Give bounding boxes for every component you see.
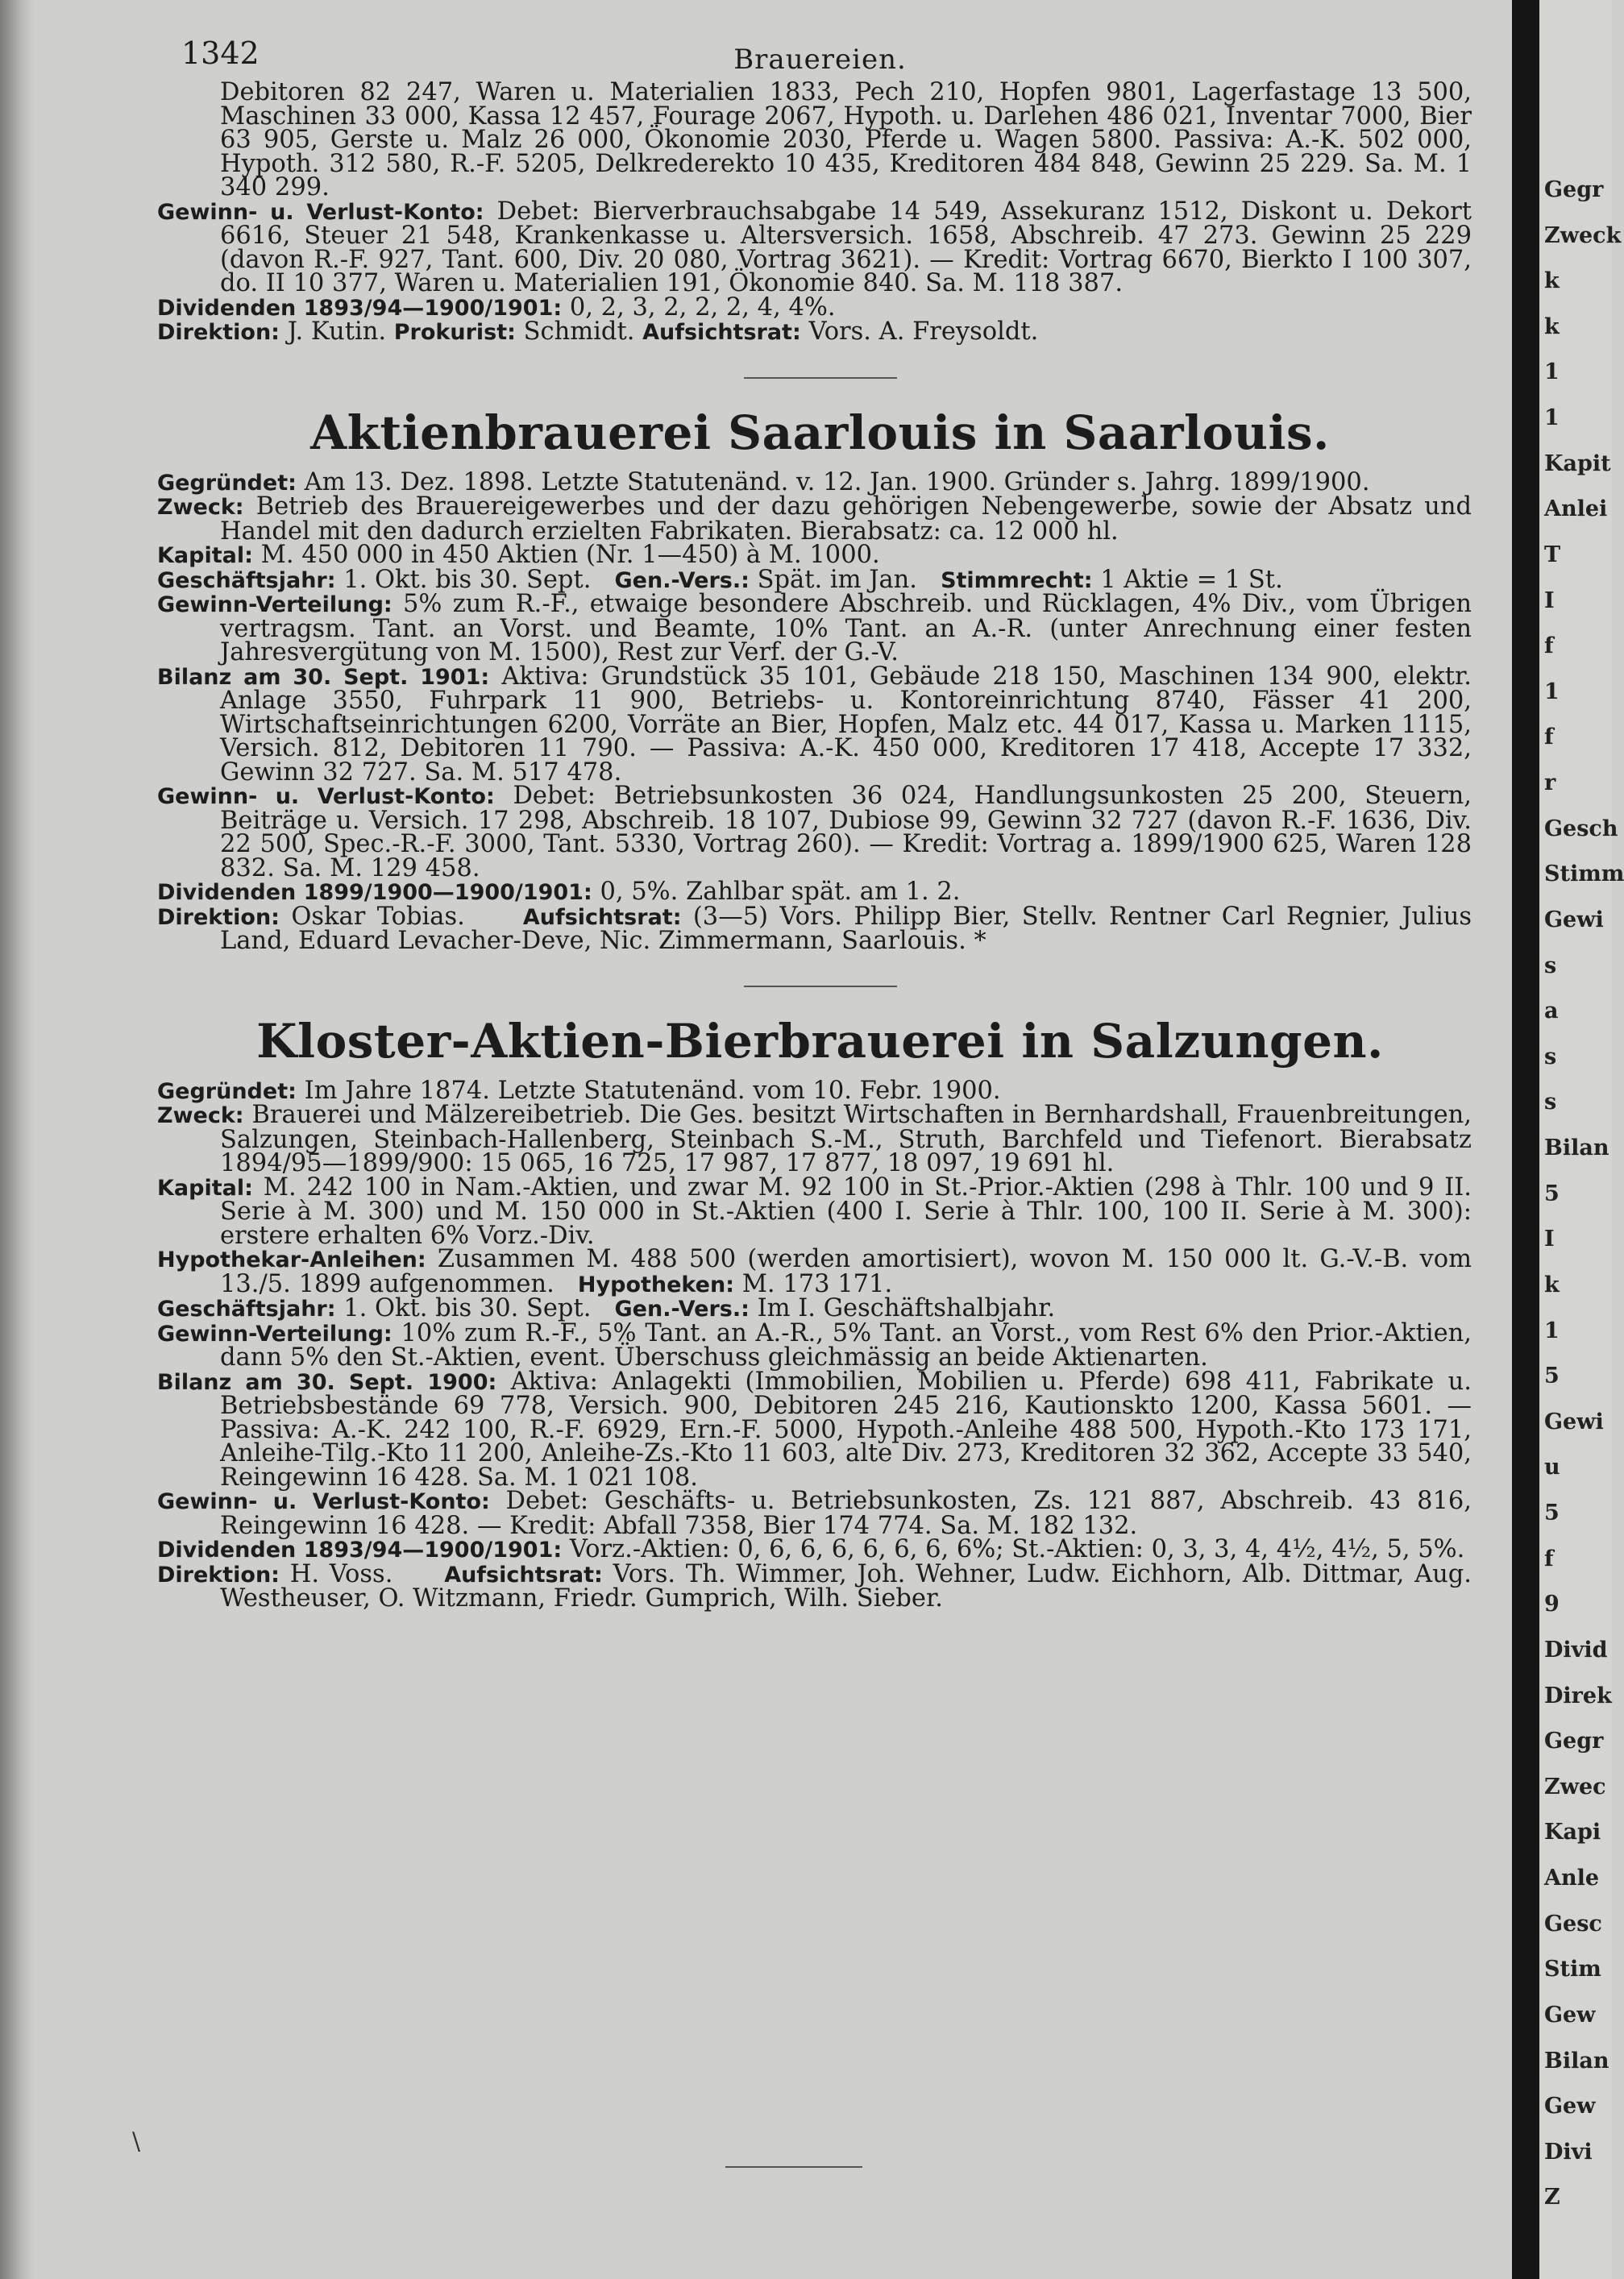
next-page-fragment: Bilan: [1544, 1135, 1609, 1161]
next-page-fragment: Gesc: [1544, 1911, 1602, 1937]
next-page-fragment: s: [1544, 953, 1557, 978]
adjacent-page-fragment: [1539, 0, 1624, 2279]
company-entry: [157, 1076, 1472, 1613]
next-page-fragment: Stim: [1544, 1957, 1601, 1982]
next-page-fragment: f: [1544, 633, 1554, 659]
bilanz: Bilanz am 30. Sept. 1901: Aktiva: Grundstück 35 101, Gebäude 218 150, Maschinen 134 900, elektr. Anlage 3550, Fuhrpark 11 900, Betriebs- u. Kontoreinrichtung 8740, Fässer 41 200, Wirtschaftseinrichtungen 6200, Vorräte an Bier, Hopfen, Malz etc. 44 017, Kassa u. Marken 1115, Versich. 812, Debitoren 11 790. — Passiva: A.-K. 450 000, Kreditoren 17 418, Accepte 17 332, Gewinn 32 727. Sa. M. 517 478.: [157, 662, 1472, 787]
next-page-fragment: Bilan: [1544, 2048, 1609, 2074]
company-heading: Kloster-Aktien-Bierbrauerei in Salzungen.: [256, 1013, 1384, 1069]
next-page-fragment: T: [1544, 542, 1561, 567]
next-page-fragment: Divid: [1544, 1637, 1608, 1663]
next-page-fragment: f: [1544, 1546, 1554, 1571]
next-page-fragment: k: [1544, 268, 1560, 294]
next-page-fragment: 1: [1544, 405, 1560, 431]
next-page-fragment: Gesch: [1544, 816, 1618, 841]
dividenden: Dividenden 1893/94—1900/1901: Vorz.-Aktien: 0, 6, 6, 6, 6, 6, 6, 6%; St.-Aktien: 0, 3, 3, 4, 4½, 4½, 5, 5%.: [157, 1535, 1465, 1563]
direktion: Direktion: J. Kutin. Prokurist: Schmidt. Aufsichtsrat: Vors. A. Freysoldt.: [157, 318, 1039, 346]
next-page-fragment: Gegr: [1544, 177, 1604, 202]
geschaeftsjahr: Geschäftsjahr: 1. Okt. bis 30. Sept. Gen.-Vers.: Spät. im Jan. Stimmrecht: 1 Aktie = 1 St.: [157, 565, 1283, 594]
gegruendet: Gegründet: Im Jahre 1874. Letzte Statutenänd. vom 10. Febr. 1900.: [157, 1076, 1001, 1105]
next-page-fragment: Stimm: [1544, 861, 1624, 887]
next-page-fragment: Divi: [1544, 2139, 1593, 2165]
direktion: Direktion: Oskar Tobias. Aufsichtsrat: (3—5) Vors. Philipp Bier, Stellv. Rentner Carl Regnier, Julius Land, Eduard Levacher-Deve, Nic. Zimmermann, Saarlouis. *: [157, 902, 1472, 955]
next-page-fragment: Gew: [1544, 2002, 1596, 2028]
gewinn-verlust-konto: Gewinn- u. Verlust-Konto: Debet: Bierverbrauchsabgabe 14 549, Assekuranz 1512, Diskont u. Dekort 6616, Steuer 21 548, Krankenkasse u. Altersversich. 1658, Abschreib. 47 273. Gewinn 25 229 (davon R.-F. 927, Tant. 600, Div. 20 080, Vortrag 3621). — Kredit: Vortrag 6670, Bierkto I 100 307, do. II 10 377, Waren u. Materialien 191, Ökonomie 840. Sa. M. 118 387.: [157, 197, 1472, 297]
next-page-fragment: s: [1544, 1090, 1557, 1115]
next-page-fragment: Gewi: [1544, 907, 1604, 932]
dividenden: Dividenden 1899/1900—1900/1901: 0, 5%. Zahlbar spät. am 1. 2.: [157, 878, 961, 906]
company-entry: [157, 467, 1472, 955]
entry-continued: [157, 78, 1472, 346]
book-edge-shadow: [0, 0, 34, 2279]
next-page-fragment: Zweck: [1544, 222, 1622, 248]
gegruendet: Gegründet: Am 13. Dez. 1898. Letzte Statutenänd. v. 12. Jan. 1900. Gründer s. Jahrg. 1899/1900.: [157, 467, 1370, 496]
next-page-fragment: f: [1544, 724, 1554, 750]
next-page-fragment: a: [1544, 998, 1559, 1024]
next-page-fragment: I: [1544, 587, 1555, 613]
book-gutter: [1512, 0, 1539, 2279]
next-page-fragment: 5: [1544, 1364, 1560, 1389]
next-page-fragment: Z: [1544, 2185, 1560, 2211]
next-page-fragment: 1: [1544, 679, 1560, 704]
running-header: [157, 32, 1483, 81]
section-divider: [744, 986, 897, 987]
next-page-fragment: s: [1544, 1044, 1557, 1069]
company-heading: Aktienbrauerei Saarlouis in Saarlouis.: [310, 405, 1330, 460]
next-page-fragment: 1: [1544, 359, 1560, 385]
zweck: Zweck: Brauerei und Mälzereibetrieb. Die Ges. besitzt Wirtschaften in Bernhardshall, Frauenbreitungen, Salzungen, Steinbach-Hallenberg, Steinbach S.-M., Struth, Barchfeld und Tiefenort. Bierabsatz 1894/95—1899/900: 15 065, 16 725, 17 987, 17 877, 18 097, 19 691 hl.: [157, 1101, 1472, 1177]
next-page-fragment: Gew: [1544, 2094, 1596, 2119]
gewinn-verlust-konto: Gewinn- u. Verlust-Konto: Debet: Geschäfts- u. Betriebsunkosten, Zs. 121 887, Abschreib. 43 816, Reingewinn 16 428. — Kredit: Abfall 7358, Bier 174 774. Sa. M. 182 132.: [157, 1487, 1472, 1540]
gewinn-verteilung: Gewinn-Verteilung: 10% zum R.-F., 5% Tant. an A.-R., 5% Tant. an Vorst., vom Rest 6% den Prior.-Aktien, dann 5% den St.-Aktien, event. Überschuss gleichmässig an beide Aktienarten.: [157, 1318, 1472, 1372]
geschaeftsjahr: Geschäftsjahr: 1. Okt. bis 30. Sept. Gen.-Vers.: Im I. Geschäftshalbjahr.: [157, 1294, 1056, 1322]
bilanz: Bilanz am 30. Sept. 1900: Aktiva: Anlagekti (Immobilien, Mobilien u. Pferde) 698 411, Fabrikate u. Betriebsbestände 69 778, Versich. 900, Debitoren 245 216, Kautionskto 1200, Kassa 5601. — Passiva: A.-K. 242 100, R.-F. 6929, Ern.-F. 5000, Hypoth.-Anleihe 488 500, Hypoth.-Kto 173 171, Anleihe-Tilg.-Kto 11 200, Anleihe-Zs.-Kto 11 603, alte Div. 273, Kreditoren 32 362, Accepte 33 540, Reingewinn 16 428. Sa. M. 1 021 108.: [157, 1367, 1472, 1492]
next-page-fragment: r: [1544, 770, 1556, 796]
section-divider: [744, 377, 897, 379]
stray-mark: \: [132, 2127, 141, 2156]
next-page-fragment: u: [1544, 1455, 1560, 1480]
dividenden: Dividenden 1893/94—1900/1901: 0, 2, 3, 2, 2, 2, 4, 4%.: [157, 293, 836, 322]
gewinn-verlust-konto: Gewinn- u. Verlust-Konto: Debet: Betriebsunkosten 36 024, Handlungsunkosten 25 200, Steuern, Beiträge u. Versich. 17 298, Abschreib. 18 107, Dubiose 99, Gewinn 32 727 (davon R.-F. 1636, Div. 22 500, Spec.-R.-F. 3000, Tant. 5330, Vortrag 260). — Kredit: Vortrag a. 1899/1900 625, Waren 128 832. Sa. M. 129 458.: [157, 782, 1472, 882]
next-page-fragment: 5: [1544, 1181, 1560, 1206]
next-page-fragment: Zwec: [1544, 1774, 1606, 1800]
hypothekar-anleihen: Hypothekar-Anleihen: Zusammen M. 488 500 (werden amortisiert), wovon M. 150 000 lt. G.-V.-B. vom 13./5. 1899 aufgenommen. Hypotheken: M. 173 171.: [157, 1245, 1472, 1298]
next-page-fragment: I: [1544, 1227, 1555, 1252]
next-page-fragment: 9: [1544, 1592, 1560, 1617]
next-page-fragment: Kapi: [1544, 1820, 1601, 1845]
next-page-fragment: k: [1544, 1272, 1560, 1297]
end-divider: [725, 2166, 862, 2168]
kapital: Kapital: M. 450 000 in 450 Aktien (Nr. 1—450) à M. 1000.: [157, 541, 880, 569]
direktion: Direktion: H. Voss. Aufsichtsrat: Vors. Th. Wimmer, Joh. Wehner, Ludw. Eichhorn, Alb. Dittmar, Aug. Westheuser, O. Witzmann, Friedr. Gumprich, Wilh. Sieber.: [157, 1559, 1472, 1613]
next-page-fragment: Direk: [1544, 1683, 1612, 1708]
next-page-fragment: k: [1544, 313, 1560, 339]
bilanz-continued: Debitoren 82 247, Waren u. Materialien 1833, Pech 210, Hopfen 9801, Lagerfastage 13 500, Maschinen 33 000, Kassa 12 457, Fourage 2067, Hypoth. u. Darlehen 486 021, Inventar 7000, Bier 63 905, Gerste u. Malz 26 000, Ökonomie 2030, Pferde u. Wagen 5800. Passiva: A.-K. 502 000, Hypoth. 312 580, R.-F. 5205, Delkrederekto 10 435, Kreditoren 484 848, Gewinn 25 229. Sa. M. 1 340 299.: [220, 78, 1472, 201]
page-number: 1342: [181, 35, 260, 71]
gewinn-verteilung: Gewinn-Verteilung: 5% zum R.-F., etwaige besondere Abschreib. und Rücklagen, 4% Div., vom Übrigen vertragsm. Tant. an Vorst. und Beamte, 10% Tant. an A.-R. (unter Anrechnung einer festen Jahresvergütung von M. 1500), Rest zur Verf. der G.-V.: [157, 590, 1472, 666]
next-page-fragment: Anlei: [1544, 496, 1608, 522]
kapital: Kapital: M. 242 100 in Nam.-Aktien, und zwar M. 92 100 in St.-Prior.-Aktien (298 à Thlr. 100 und 9 II. Serie à M. 300) und M. 150 000 in St.-Aktien (400 I. Serie à Thlr. 100, 100 II. Serie à M. 300): erstere erhalten 6% Vorz.-Div.: [157, 1173, 1472, 1250]
next-page-fragment: 5: [1544, 1501, 1560, 1526]
next-page-fragment: 1: [1544, 1318, 1560, 1343]
zweck: Zweck: Betrieb des Brauereigewerbes und der dazu gehörigen Nebengewerbe, sowie der Absatz und Handel mit den dadurch erzielten Fabrikaten. Bierabsatz: ca. 12 000 hl.: [157, 492, 1472, 546]
next-page-fragment: Gewi: [1544, 1409, 1604, 1434]
page-content: [157, 32, 1483, 1611]
next-page-fragment: Anle: [1544, 1866, 1600, 1891]
next-page-fragment: Gegr: [1544, 1729, 1604, 1754]
running-title: Brauereien.: [733, 44, 907, 76]
next-page-fragment: Kapit: [1544, 450, 1611, 476]
